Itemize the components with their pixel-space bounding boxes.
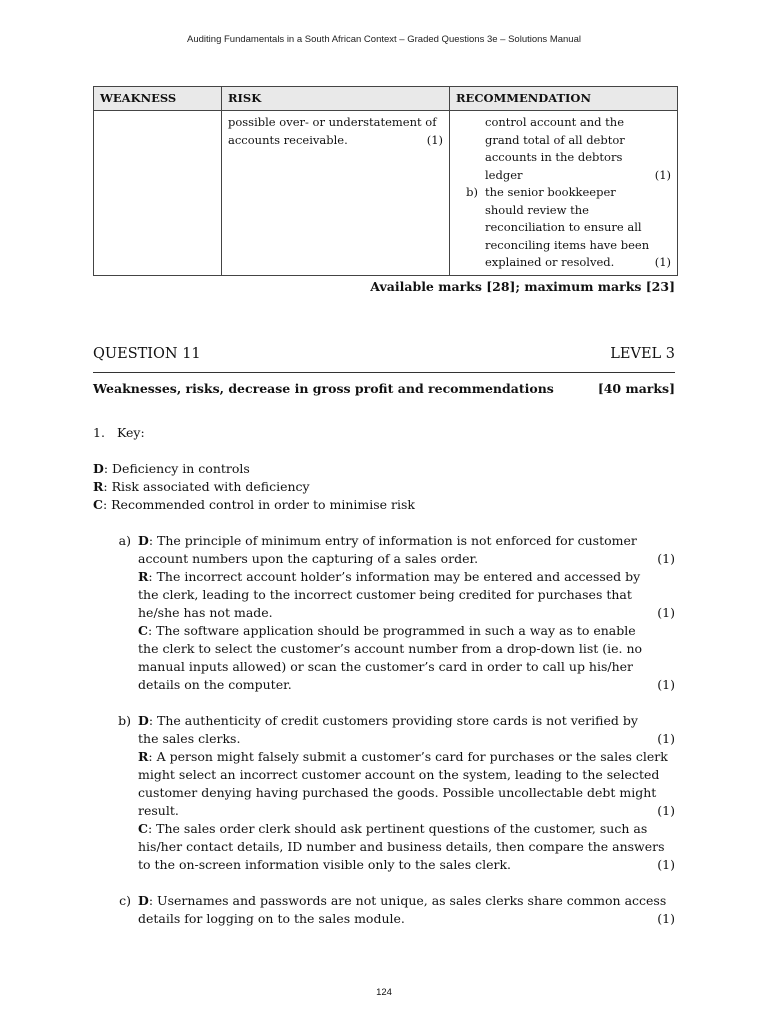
list-number: 1. [93,425,105,440]
mark: (1) [657,911,675,926]
weakness-cell [94,111,222,276]
running-header: Auditing Fundamentals in a South African Context – Graded Questions 3e – Solutions Manual [187,34,581,45]
recommendation-cell [450,111,678,276]
rec-line: reconciling items have been [485,237,650,252]
rec-line: reconciliation to ensure all [485,220,642,234]
table-row [94,111,678,276]
rec-item-label: b) [466,185,478,199]
rec-line: control account and the [485,115,625,129]
legend-item-r: R: Risk associated with deficiency [93,479,310,494]
mark: (1) [657,857,675,872]
answer-list [93,532,675,946]
rec-line: the senior bookkeeper [485,185,616,199]
mark: (1) [657,551,675,566]
question-subtitle-row [93,381,675,396]
col-header-recommendation: RECOMMENDATION [450,87,678,111]
item-label: c) [119,893,131,908]
legend-item-d: D: Deficiency in controls [93,461,250,476]
mark: (1) [654,255,671,269]
key-heading [93,424,675,442]
question-heading [93,346,675,362]
question-title: QUESTION 11 [93,346,201,362]
key-legend [93,460,675,514]
mark: (1) [657,605,675,620]
list-item: b) D: The authenticity of credit customers providing store cards is not verified by the sales clerks. (1) R: A person might falsely submit a customer’s card for purchases or the sales clerk might select an incorrect customer account on the system, leading to the selected customer denying having purchased the goods. Possible uncollectable debt might result. (1) C: The sales order clerk should ask pertinent questions of the customer, such as his/her contact details, ID number and business details, then compare the answers to the on-screen information visible only to the sales clerk. (1) [93,712,675,874]
rec-line: accounts in the debtors [485,150,623,164]
question-level: LEVEL 3 [610,346,675,362]
legend-item-c: C: Recommended control in order to minimise risk [93,497,415,512]
item-label: b) [118,713,131,728]
item-label: a) [118,533,131,548]
col-header-risk: RISK [222,87,450,111]
key-label: Key: [117,425,145,440]
rec-line: explained or resolved. [485,255,615,269]
weakness-risk-table [93,86,678,276]
risk-line: possible over- or understatement of [228,115,437,129]
list-item: a) D: The principle of minimum entry of information is not enforced for customer account numbers upon the capturing of a sales order. (1) R: The incorrect account holder’s information may be entered and accessed by the clerk, leading to the incorrect customer being credited for purchases that he/she has not made. (1) C: The software application should be programmed in such a way as to enable the clerk to select the customer’s account number from a drop-down list (ie. no manual inputs allowed) or scan the customer’s card in order to call up his/her details on the computer. (1) [93,532,675,694]
risk-line: accounts receivable. [228,132,348,147]
list-item: c) D: Usernames and passwords are not unique, as sales clerks share common access details for logging on to the sales module. (1) [93,892,675,928]
question-marks: [40 marks] [597,381,675,396]
question-subtitle: Weaknesses, risks, decrease in gross profit and recommendations [93,381,554,396]
risk-cell [222,111,450,276]
mark: (1) [657,803,675,818]
col-header-weakness: WEAKNESS [94,87,222,111]
mark: (1) [426,132,443,147]
mark: (1) [657,731,675,746]
mark: (1) [654,167,671,182]
available-marks: Available marks [28]; maximum marks [23] [370,279,675,294]
rec-line: ledger [485,167,523,182]
table-header-row [94,87,678,111]
rec-line: grand total of all debtor [485,132,625,147]
heading-divider [93,372,675,373]
page-number: 124 [376,987,392,998]
mark: (1) [657,677,675,692]
rec-line: should review the [485,202,589,217]
